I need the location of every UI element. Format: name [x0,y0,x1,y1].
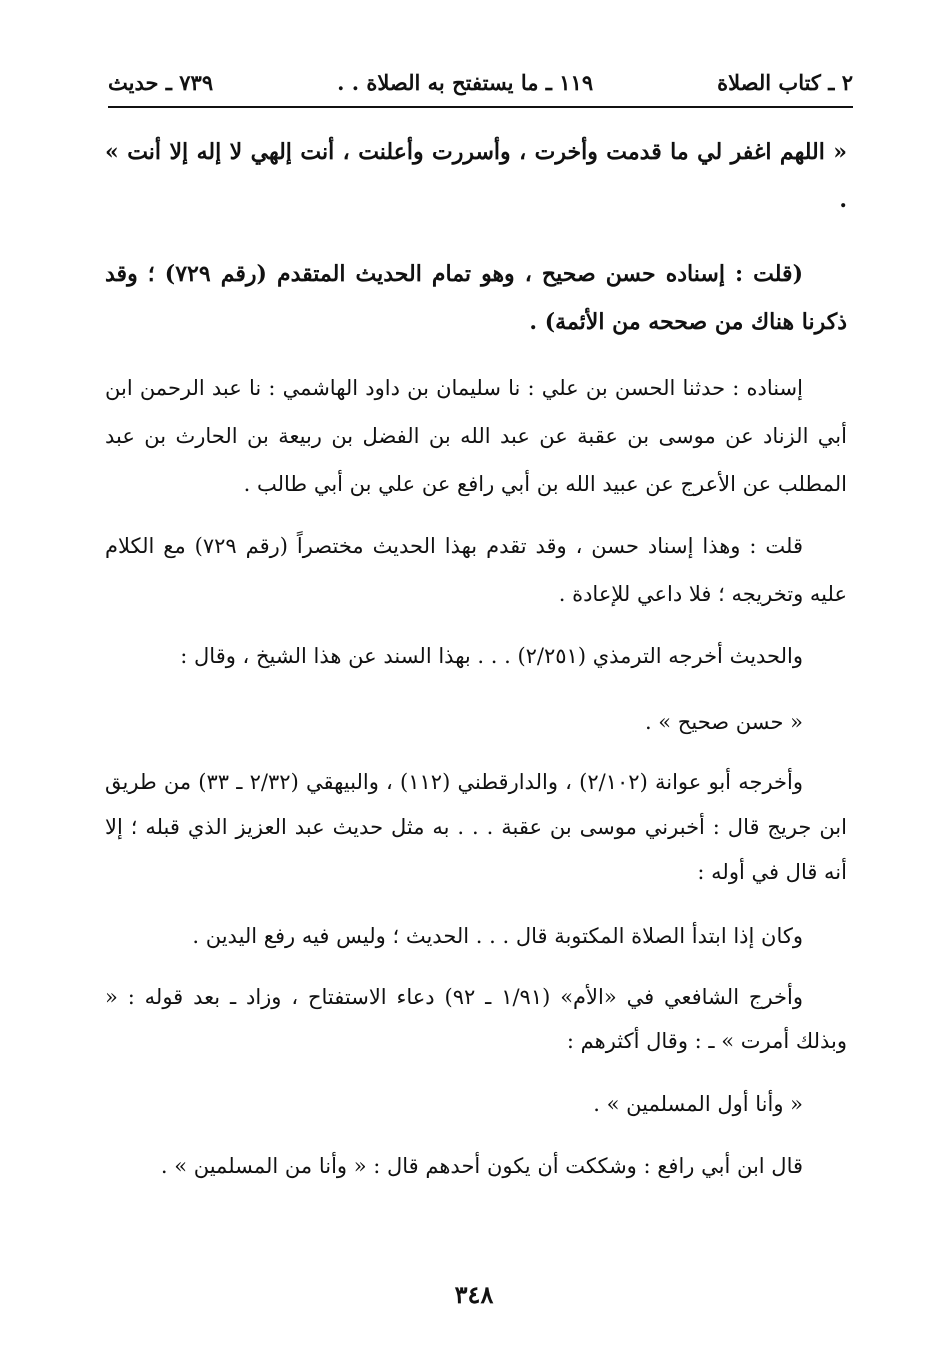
comment-paragraph: قلت : وهذا إسناد حسن ، وقد تقدم بهذا الحديث مختصراً (رقم ٧٢٩) مع الكلام عليه وتخريجه ؛ فلا داعي للإعادة . [105,534,847,606]
grading-note: (قلت : إسناده حسن صحيح ، وهو تمام الحديث المتقدم (رقم ٧٢٩) ؛ وقد ذكرنا هناك من صححه من الأئمة) . [105,261,847,335]
page-number: ٣٤٨ [454,1280,494,1309]
variant-paragraph: وكان إذا ابتدأ الصلاة المكتوبة قال . . . الحديث ؛ وليس فيه رفع اليدين . [192,924,803,948]
final-paragraph: قال ابن أبي رافع : وشككت أن يكون أحدهم قال : « وأنا من المسلمين » . [160,1154,803,1178]
header-divider [108,106,853,108]
tirmidhi-paragraph: والحديث أخرجه الترمذي (٢/٢٥١) . . . بهذا السند عن هذا الشيخ ، وقال : [180,644,803,668]
running-header [108,62,853,102]
tirmidhi-quote: « حسن صحيح » . [644,710,803,734]
shafii-paragraph: وأخرج الشافعي في «الأم» (١/٩١ ـ ٩٢) دعاء الاستفتاح ، وزاد ـ بعد قوله : « وبذلك أمرت » ـ : وقال أكثرهم : [105,985,847,1053]
header-section: ١١٩ ـ ما يستفتح به الصلاة . . [337,69,594,95]
header-chapter: ٢ ـ كتاب الصلاة [717,69,853,95]
isnad-paragraph: إسناده : حدثنا الحسن بن علي : نا سليمان بن داود الهاشمي : نا عبد الرحمن ابن أبي الزناد عن موسى بن عقبة عن عبد الله بن الفضل بن ربيعة بن الحارث بن عبد المطلب عن الأعرج عن عبيد الله بن أبي رافع عن علي بن أبي طالب . [105,376,847,496]
hadith-text: « اللهم اغفر لي ما قدمت وأخرت ، وأسررت وأعلنت ، أنت إلهي لا إله إلا أنت » . [105,139,847,213]
shafii-quote: « وأنا أول المسلمين » . [593,1092,803,1116]
header-hadith-number: ٧٣٩ ـ حديث [108,69,214,95]
takhrij-paragraph: وأخرجه أبو عوانة (٢/١٠٢) ، والدارقطني (١١٢) ، والبيهقي (٢/٣٢ ـ ٣٣) من طريق ابن جريج قال : أخبرني موسى بن عقبة . . . به مثل حديث عبد العزيز الذي قبله ؛ إلا أنه قال في أوله : [105,770,847,884]
